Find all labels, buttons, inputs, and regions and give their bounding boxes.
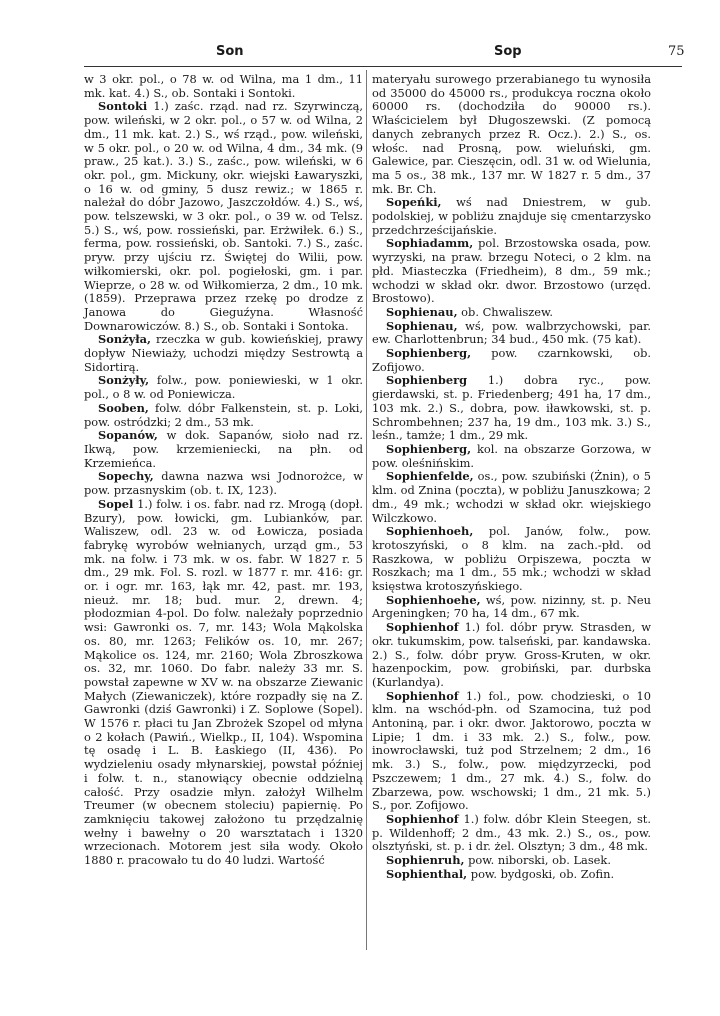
entry-headword: Sophienberg (386, 373, 468, 388)
entry-text: w dok. Sapanów, sioło nad rz. Ikwą, pow. krzemieniecki, na płn. od Krzemieńca. (84, 428, 363, 470)
entry (372, 594, 651, 621)
entry (372, 621, 651, 690)
entry-text: 1.) dobra ryc., pow. gierdawski, st. p. Friedenberg; 491 ha, 17 dm., 103 mk. 2.) S., dobra, pow. iławkowski, st. p. Schrombehnen; 237 ha, 19 dm., 103 mk. 3.) S., leśn., tamże; 1 dm., 29 mk. (372, 373, 651, 443)
entry (372, 320, 651, 347)
running-head-right: Sop (494, 44, 522, 59)
entry (84, 333, 363, 374)
entry (84, 498, 363, 868)
entry-text: os., pow. szubiński (Żnin), o 5 klm. od Znina (poczta), w pobliżu Januszkowa; 2 dm., 49 mk.; wchodzi w skład okr. wiejskiego Wilczkowo. (372, 469, 651, 525)
entry-headword: Sophienberg, (386, 346, 472, 361)
entry (372, 854, 651, 868)
entry (372, 73, 651, 196)
entry-text: ob. Chwaliszew. (457, 304, 554, 319)
entry-text: w 3 okr. pol., o 78 w. od Wilna, ma 1 dm., 11 mk. kat. 4.) S., ob. Sontaki i Sontoki. (84, 72, 363, 100)
entry-text: folw. dóbr Falkenstein, st. p. Loki, pow. ostródzki; 2 dm., 53 mk. (84, 400, 363, 429)
entry-headword: Sophienberg, (386, 441, 472, 456)
entry-text: wś nad Dniestrem, w gub. podolskiej, w pobliżu znajduje się cmentarzysko przedchrześcijańskie. (372, 195, 651, 237)
entry (372, 196, 651, 237)
entry-headword: Sontoki (98, 99, 148, 114)
entry-headword: Sonżyła, (98, 332, 151, 347)
entry-headword: Sophienhoehe, (386, 592, 481, 607)
entry-headword: Sopechy, (98, 469, 154, 484)
entry (372, 306, 651, 320)
entry (372, 374, 651, 443)
entry-headword: Sophienhof (386, 620, 459, 635)
header-rule (84, 66, 682, 67)
running-head-left: Son (216, 44, 244, 59)
entry (372, 690, 651, 813)
entry-text: dawna nazwa wsi Jodnorożce, w pow. przasnyskim (ob. t. IX, 123). (84, 469, 363, 498)
entry-text: wś, pow. walbrzychowski, par. ew. Charlottenbrun; 34 bud., 450 mk. (75 kat). (372, 318, 651, 347)
entry-text: pow. czarnkowski, ob. Zofijowo. (372, 346, 651, 374)
entry-headword: Sopeńki, (386, 195, 442, 210)
entry (372, 868, 651, 882)
entry-text: 1.) zaśc. rząd. nad rz. Szyrwinczą, pow. wileński, w 2 okr. pol., o 57 w. od Wilna, 2 dm., 11 mk. kat. 2.) S., wś rząd., pow. wileński, w 5 okr. pol., o 20 w. od Wilna, 4 dm., 34 mk. (9 praw., 25 kat.). 3.) S., zaśc., pow. wileński, w 6 okr. pol., gm. Mickuny, okr. wiejski Ławaryszki, o 16 w. od gminy, 5 dusz rewiz.; w 1865 r. należał do dóbr Jazowo, Jaszczołdów. 4.) S., wś, pow. telszewski, w 3 okr. pol., o 39 w. od Telsz. 5.) S., wś, pow. rossieński, par. Erżwiłek. 6.) S., ferma, pow. rossieński, ob. Santoki. 7.) S., zaśc. pryw. przy ujściu rz. Świętej do Wilii, pow. wiłkomierski, okr. pol. pogiełoski, gm. i par. Wieprze, o 28 w. od Wiłkomierza, 2 dm., 10 mk. (1859). Przeprawa przez rzekę po drodze z Janowa do Gieguźyna. Własność Downarowiczów. 8.) S., ob. Sontaki i Sontoka. (84, 99, 363, 333)
entry (84, 73, 363, 100)
entry-headword: Sophienruh, (386, 853, 465, 868)
entry-text: 1.) folw. dóbr Klein Steegen, st. p. Wildenhoff; 2 dm., 43 mk. 2.) S., os., pow. olsztyński, st. p. i dr. żel. Olsztyn; 3 dm., 48 mk. (372, 811, 651, 854)
entry (372, 443, 651, 470)
entry-text: materyału surowego przerabianego tu wynosiła od 35000 do 45000 rs., produkcya roczna około 60000 rs. (dochodziła do 90000 rs.). Właścicielem był Długoszewski. (Z pomocą danych zebranych przez R. Ocz.). 2.) S., os. włośc. nad Prosną, pow. wieluński, gm. Galewice, par. Cieszęcin, odl. 31 w. od Wielunia, ma 5 os., 38 mk., 137 mr. W 1827 r. 5 dm., 37 mk. Br. Ch. (372, 72, 651, 196)
entry-headword: Sooben, (98, 400, 149, 415)
entry-headword: Sophiadamm, (386, 236, 474, 251)
entry (84, 100, 363, 333)
entry (372, 813, 651, 854)
page-number: 75 (668, 44, 685, 59)
entry-headword: Sophienau, (386, 318, 458, 333)
entry-headword: Sophienthal, (386, 866, 468, 881)
entry-headword: Sonżyły, (98, 373, 150, 388)
entry (84, 402, 363, 429)
entry (372, 347, 651, 374)
entry-headword: Sophienfelde, (386, 469, 474, 484)
entry-headword: Sopel (98, 496, 134, 511)
entry (84, 374, 363, 401)
entry-text: rzeczka w gub. kowieńskiej, prawy dopływ Niewiaży, uchodzi między Sestrowtą a Sidortirą. (84, 332, 363, 374)
entry-text: pol. Janów, folw., pow. krotoszyński, o 8 klm. na zach.-płd. od Raszkowa, w pobliżu Orpiszewa, poczta w Roszkach; ma 1 dm., 55 mk.; wchodzi w skład księstwa krotoszyńskiego. (372, 524, 651, 594)
entry-text: pow. niborski, ob. Lasek. (464, 853, 611, 868)
entry-headword: Sophienhoeh, (386, 524, 474, 539)
entry (84, 429, 363, 470)
entry-text: 1.) fol., pow. chodzieski, o 10 klm. na wschód-płn. od Szamocina, tuż pod Antoniną, par. i okr. dwor. Jaktorowo, poczta w Lipie; 1 dm. i 33 mk. 2.) S., folw., pow. inowrocławski, tuż pod Strzelnem; 2 dm., 16 mk. 3.) S., folw., pow. międzyrzecki, pod Pszczewem; 1 dm., 27 mk. 4.) S., folw. do Zbarzewa, pow. wschowski; 1 dm., 21 mk. 5.) S., por. Zofijowo. (372, 688, 651, 813)
entry-text: folw., pow. poniewieski, w 1 okr. pol., o 8 w. od Poniewicza. (84, 373, 363, 402)
left-column (84, 73, 363, 868)
entry-text: 1.) fol. dóbr pryw. Strasden, w okr. tukumskim, pow. talseński, par. kandawska. 2.) S., folw. dóbr pryw. Gross-Kruten, w okr. hazenpockim, pow. grobiński, par. durbska (Kurlandya). (372, 620, 651, 689)
column-divider (366, 70, 367, 950)
entry (372, 237, 651, 306)
entry-headword: Sophienau, (386, 304, 458, 319)
entry (372, 525, 651, 594)
entry (372, 470, 651, 525)
right-column (372, 73, 651, 881)
entry-headword: Sophienhof (386, 688, 459, 703)
entry-text: kol. na obszarze Gorzowa, w pow. oleśnińskim. (372, 441, 651, 470)
entry-text: pol. Brzostowska osada, pow. wyrzyski, na praw. brzegu Noteci, o 2 klm. na płd. Miasteczka (Friedheim), 8 dm., 59 mk.; wchodzi w skład okr. dwor. Brzostowo (urzęd. Brostowo). (372, 236, 651, 306)
entry-headword: Sophienhof (386, 811, 459, 826)
entry-text: pow. bydgoski, ob. Zofin. (467, 866, 615, 881)
entry-headword: Sopanów, (98, 428, 158, 443)
entry (84, 470, 363, 497)
entry-text: wś, pow. nizinny, st. p. Neu Argeningken; 70 ha, 14 dm., 67 mk. (372, 592, 651, 621)
entry-text: 1.) folw. i os. fabr. nad rz. Mrogą (dopł. Bzury), pow. łowicki, gm. Lubianków, par. Waliszew, odl. 23 w. od Łowicza, posiada fabrykę wyrobów wełnianych, urząd gm., 53 mk. na folw. i 73 mk. w os. fabr. W 1827 r. 5 dm., 29 mk. Fol. S. rozl. w 1877 r. mr. 416: gr. or. i ogr. mr. 163, łąk mr. 42, past. mr. 193, nieuż. mr. 18; bud. mur. 2, drewn. 4; płodozmian 4-pol. Do folw. należały poprzednio wsi: Gawronki os. 7, mr. 143; Wola Mąkolska os. 80, mr. 1263; Felików os. 10, mr. 267; Mąkolice os. 124, mr. 2160; Wola Zbroszkowa os. 32, mr. 1060. Do fabr. należy 33 mr. S. powstał zapewne w XV w. na obszarze Ziewanic Małych (Ziewaniczek), które rozpadły się na Z. Gawronki (dziś Gawronki) i Z. Soplowe (Sopel). W 1576 r. płaci tu Jan Zbrożek Szopel od młyna o 2 kołach (Pawiń., Wielkp., II, 104). Wspomina tę osadę i L. B. Łaskiego (II, 436). Po wydzieleniu osady młynarskiej, powstał później i folw. t. n., stanowiący obecnie oddzielną całość. Przy osadzie młyn. założył Wilhelm Treumer (w obecnem stoleciu) papiernię. Po zamknięciu takowej założono tu przędzalnię wełny i bawełny o 20 warsztatach i 1320 wrzecionach. Motorem jest siła wody. Około 1880 r. pracowało tu do 40 ludzi. Wartość (84, 496, 363, 868)
